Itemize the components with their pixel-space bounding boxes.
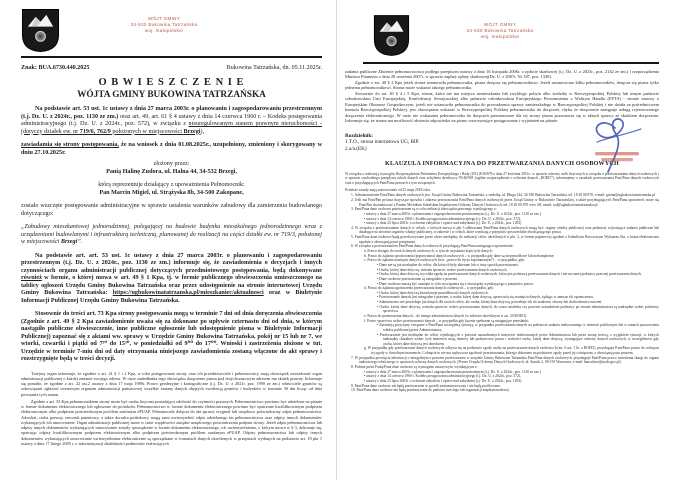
document-page-2 xyxy=(337,0,679,480)
page1-fine-print xyxy=(21,371,322,447)
rodo-line: • Dane osobowe przetwarzane są niezgodnie z prawem, xyxy=(377,276,458,281)
rodo-line: 8. Podane przez Panią/Pana dane osobowe są wymogiem ustawowym, wynikającym z: xyxy=(351,365,478,370)
distribution-label: Rozdzielnik: xyxy=(345,132,373,139)
rodo-clause-heading: KLAUZULA INFORMACYJNA DO PRZETWARZANIA DANYCH OSOBOWYCH xyxy=(385,160,619,167)
text-segment: ”. xyxy=(77,239,83,245)
paragraph-public-notice-form xyxy=(21,253,322,306)
stamp-line: 34-530 Bukowina Tatrzańska xyxy=(466,28,534,34)
rodo-line: • Osoba, której dane dotyczą, wniosła sprzeciw wobec przetwarzania danych osobowych, xyxy=(377,267,508,272)
rodo-line: 1. Administratorem Pani/Pana danych osobowych jest: Urząd Gminy Bukowina Tatrzańska, z siedzibą: ul. Długa 144, 34-530 Bukowina Tatrzańska, tel. 18 20 00 870, e-mail: gmina@ugbukowinatatrzanska.pl xyxy=(351,193,656,198)
rodo-line: 3. Pani/Pana dane osobowe przetwarzane są w celu realizacji obowiązku prawnego wynikającego z: xyxy=(351,207,497,212)
rodo-line: • ustawy z dnia 23 lipca 2003r. o ochronie zabytków i opiece nad zabytkami (t.j. Dz. U. z 2024r., poz. 1292) xyxy=(364,378,522,383)
rodo-line: 5. Pani/Pana dane osobowe będą przechowywane przez okres niezbędny do realizacji celów określonych w pkt. 3, w formie papierowej zgodnie z Jednolitym Rzeczowym Wykazem Akt, a forma elektroniczna zgodnie z obowiązującymi przepisami. xyxy=(351,235,659,244)
rodo-intro: W związku z realizacją wymogów Rozporządzenia Parlamentu Europejskiego i Rady (UE) 2016/679 z dnia 27 kwietnia 2016 r. w sprawie ochrony osób fizycznych w związku z przetwarzaniem danych osobowych i w sprawie swobodnego przepływu takich danych oraz uchylenia dyrektywy 95/46/WE (ogólne rozporządzenie o ochronie danych „RODO”), informujemy o zasadach przetwarzania Pani/Pana danych osobowych oraz o przysługujących Pani/Panu prawach z tym związanych. xyxy=(345,171,659,186)
text-segment: nieuregulowanym stanem prawnym nieruchomości xyxy=(188,121,318,127)
rodo-line: f. Prawo sprzeciwu wobec przetwarzania danych – w przypadku gdy łącznie spełnione są następujące przesłanki: xyxy=(364,318,529,323)
header-rule xyxy=(21,56,322,58)
rodo-line: 7. W przypadku powzięcia informacji o niezgodnym z prawem przetwarzaniu w urzędzie Gminy Bukowina Tatrzańska Pani/Pana danych osobowych, przysługuje Pani/Panu prawo wniesienia skargi do organu nadzorczego właściwego w sprawach ochrony danych osobowych. (Prezes Urzędu Ochrony Danych Osobowych, ul. Stawki 2, 00-193 Warszawa, e-mail: kancelaria@uodo.gov.pl) xyxy=(351,355,659,365)
rodo-line: • ustawy z dnia 27 marca 2003r. o planowaniu i zagospodarowaniu przestrzennym (t.j. Dz. U. z 2024r., poz. 1130 ze zm.), xyxy=(364,211,542,216)
page1-header xyxy=(21,8,322,54)
text-segment: ), xyxy=(200,128,205,135)
rodo-line: c. Prawo do żądania usunięcia danych osobowych (tzw. „prawo do bycia zapomnianym”) – w przypadku, gdy: xyxy=(364,258,526,263)
rodo-line: b. Prawo do żądania sprostowania (poprawiania) danych osobowych – w przypadku gdy dane są nieprawidłowe lub niekompletne; xyxy=(364,253,555,258)
rodo-list xyxy=(345,193,659,393)
rodo-line: • Administrator nie potrzebuje już danych dla swoich celów, ale osoba, której dane dotyczą, potrzebuje ich do ustalenia, obrony lub dochodzenia roszczeń, xyxy=(377,300,603,305)
website-url-text: https://ugbukowinatatrzanska.pl/mieszkaniec/aktualnosci xyxy=(112,290,264,296)
distribution-item: 1.T.O., strona internetowa UG, BIP. xyxy=(345,139,420,146)
distribution-item: 2.a/a.(EK) xyxy=(345,146,367,153)
rodo-line: • Osoba, której dane dotyczą wycofała zgodę na przetwarzanie danych osobowych, która jest podstawą przetwarzania danych i nie ma innej podstawy prawnej przetwarzania danych, xyxy=(377,272,642,277)
page2-header xyxy=(363,14,659,60)
title-organ: WÓJTA GMINY BUKOWINA TATRZAŃSKA xyxy=(77,90,266,100)
rodo-line: 9. Pani/Pana dane osobowe nie będą przetwarzane w sposób zautomatyzowany i nie będą profilowane. xyxy=(351,383,501,388)
text-segment: oraz w Biuletynie Informacji Publicznej Urzędu Gminy Bukowina Tatrzańska. xyxy=(21,290,322,304)
document-page-1 xyxy=(0,0,331,480)
reference-row xyxy=(21,65,322,71)
text-segment: że na wniosek z dnia 01.08.2025r., uzupełniony, zmieniony i skorygowany w dniu 27.10.2025r. xyxy=(21,142,323,156)
represented-by-label: którą reprezentuje działający z upoważnienia Pełnomocnik: xyxy=(98,182,245,188)
place-and-date: Bukowina Tatrzańska, dn. 05.11.2025r. xyxy=(226,65,322,71)
paragraph-file-access: Stosownie do treści art. 73 Kpa strony postępowania mogą w terminie 7 dni od dnia doręczenia obwieszczenia (Zgodnie z art. 49 § 2 Kpa zawiadomienie uważa się za dokonane po upływie czternastu dni od dnia, w którym nastąpiło publiczne obwieszczenie, inne publiczne ogłoszenie lub udostępnienie pisma w Biuletynie Informacji Publicznej) zapoznać się z aktami ww. sprawy w Urzędzie Gminy Bukowina Tatrzańska, pokój nr 15 lub nr 7, we wtorki, czwartki i piątki od 7³⁰ do 15³⁰, w poniedziałki od 9⁰⁰ do 17⁰⁰. Wnioski i zastrzeżenia złożone w tut. Urzędzie w terminie 7-miu dni od daty otrzymania niniejszego zawiadomienia zostaną włączone do akt sprawy i rozstrzygnięte będą w treści decyzji. xyxy=(21,311,322,362)
rodo-line: a. Prawo dostępu do swoich danych osobowych, w tym do uzyskania kopii tych danych; xyxy=(364,249,493,254)
signature-scribble-icon xyxy=(579,112,657,178)
applicant-name: Panią Halinę Zudora, ul. Halna 44, 34-532 Brzegi, xyxy=(106,168,237,175)
stamp-line: woj. małopolskie xyxy=(144,28,184,34)
fine-print-service-to-attorney: Zgodnie z art. 40 § 2 Kpa jeżeli strona ustanowiła pełnomocnika, pisma doręcza się pełnomocnikowi. Jeżeli ustanowiono kilku pełnomocników, doręcza się pisma tylko jednemu pełnomocnikowi. Strona może wskazać takiego pełnomocnika. xyxy=(345,79,659,91)
text-segment: również xyxy=(21,275,42,281)
rodo-line: • Dane osobowe muszą być usunięte w celu wywiązania się z obowiązku wynikającego z przepisów prawa. xyxy=(377,281,534,286)
rodo-line: 2. Jeśli ma Pani/Pan pytania dotyczące sposobu i zakresu przetwarzania Pani/Pana danych osobowych przez Urząd Gminy w Bukowinie Tatrzańskiej, a także przysługujących Pani/Panu uprawnień, może się Pani/Pan skontaktować z Panem Michałem Sokulskim Inspektorem Ochrony Danych Osobowych, tel: 18 20 00 870 wew. 68, email: iod@ugbukowinatatrzanska.pl xyxy=(351,197,659,207)
rodo-line: g. W przypadku gdy przetwarzanie danych osobowych odbywa się na podstawie zgody osoby na przetwarzanie danych osobowych (art. 6 ust. 1 lit. a RODO), przysługuje Pani/Panu prawo do cofnięcia tej zgody w dowolnym momencie. Cofnięcie to nie ma wpływu na zgodność przetwarzania, którego dokonano na podstawie zgody przed jej cofnięciem, z obowiązującym prawem. xyxy=(364,346,659,356)
header-rule xyxy=(363,62,659,64)
rodo-line: • Dane nie są już niezbędne do celów, dla których były zbierane lub w inny sposób przetwarzane, xyxy=(377,262,519,267)
stamp-line: WÓJT GMINY xyxy=(483,22,517,27)
mayor-address-stamp xyxy=(99,16,229,35)
rodo-line: 6. W związku z przetwarzaniem Pani/Pana danych osobowych przysługują Pani/Panu następujące uprawnienia: xyxy=(351,244,514,249)
rodo-line: • Osoba, której dane dotyczą, wniosła sprzeciw wobec przetwarzania danych, do czasu ustalenia czy prawnie uzasadnione podstawy po stronie administratora są nadrzędne wobec podstawy sprzeciwu. xyxy=(377,304,659,314)
signature-block xyxy=(579,112,657,178)
page1-body xyxy=(21,106,322,364)
text-segment: w formie, o której mowa w art. 49 § 1 Kpa, tj. w formie publicznego obwieszczenia umieszczonego na tablicy ogłoszeń Urzędu Gminy Bukowina Tatrzańska oraz przez udostępnienie na stronie internetowej Urzędu Gminy Bukowina Tatrzańska: xyxy=(21,275,322,296)
rodo-intro-2: Poniższe zasady mają zastosowanie od 25 maja 2018 roku. xyxy=(345,187,431,192)
document-title xyxy=(21,77,322,100)
paragraph-notification xyxy=(21,142,322,157)
text-segment: oraz art. 49, art. 61 § 4 ustawy z dnia 14 czerwca 1960 r. – Kodeks postępowania administracyjnego (t.j. Dz. U. z 2024r., poz. 572), w związku z xyxy=(21,113,323,127)
locality-name: Brzegi xyxy=(60,239,78,245)
fine-print-stamp-duty: zadania publiczne Złożenie pełnomocnictwa podlega przepisom ustawy z dnia 16 listopada 2006r. o opłacie skarbowej (t.j. Dz. U. z 2023r., poz. 2142 ze zm.) i rozporządzenia Ministra Finansów z dnia 28 września 2007r. w sprawie zapłaty opłaty skarbowej(Dz. U. z 2007r. Nr 187, poz. 1330). xyxy=(345,69,659,80)
parcel-numbers: 719/6, 762/9 xyxy=(79,128,111,135)
text-segment: położonych w miejscowości xyxy=(110,128,184,135)
official-stamp-mark xyxy=(595,152,639,161)
rodo-line: 10. Pani/Pana dane osobowe nie będą przekazywane do państwa trzeciego lub organizacji międzynarodowej. xyxy=(351,388,510,393)
rodo-line: 4. W związku z przetwarzaniem danych w celach, o których mowa w pkt 3 odbiorcami Pani/Pana danych osobowych mogą być: organy władzy publicznej oraz podmioty wykonujące zadania publiczne lub działające na zlecenie organów władzy publicznej, w zakresie i w celach, które wynikają z przepisów powszechnie obowiązującego prawa. xyxy=(351,225,659,235)
gmina-coat-of-arms-icon xyxy=(373,14,410,62)
paragraph-legal-basis xyxy=(21,106,322,136)
mayor-address-stamp xyxy=(435,22,565,41)
rodo-line: • Przetwarzanie danych jest niezgodne z prawem, a osoba, której dane dotyczą, sprzeciwia się usunięciu danych, żądając w zamian ich ograniczenia, xyxy=(377,295,594,300)
rodo-line: • ustawy z dnia 23 lipca 2003r. o ochronie zabytków i opiece nad zabytkami (t.j. Dz. U. z 2024r., poz. 1292) xyxy=(364,221,522,226)
paragraph-proceeding-initiated: zostało wszczęte postępowanie administracyjne w sprawie ustalenia warunków zabudowy dla zamierzenia budowlanego dotyczącego: xyxy=(21,203,322,217)
rodo-line: d. Prawo do żądania ograniczenia przetwarzania danych osobowych – w przypadku, gdy: xyxy=(364,286,495,291)
paragraph-investment-quote xyxy=(21,224,322,247)
rodo-line: • Zaistnieją przyczyny związane z Pani/Pana szczególną sytuacją, w przypadku przetwarzania danych na podstawie zadania realizowanego w interesie publicznym lub w ramach sprawowania władzy publicznej przez Administratora, xyxy=(377,323,659,332)
rodo-line: • Osoba, której dane dotyczą kwestionuje prawidłowość danych osobowych, xyxy=(377,290,489,295)
attorney-name: Pan Marcin Migiel, ul. Strążyska 8b, 34-500 Zakopane, xyxy=(99,189,244,196)
text-segment: - (dotyczy działek ew. nr xyxy=(21,121,323,135)
stamp-line: WÓJT GMINY xyxy=(147,16,181,21)
rodo-line: • ustawy z dnia 14 czerwca 1960 r. Kodeks postępowania administracyjnego (t.j. Dz. U. z 2024r., poz. 572), xyxy=(364,374,521,379)
fine-print-attorney-rules: Zgodnie z art. 33 Kpa pełnomocnikiem strony może być osoba fizyczna posiadająca zdolność do czynności prawnych. Pełnomocnictwo powinno być udzielone na piśmie w formie dokumentu elektronicznego lub zgłoszone do protokołu. Pełnomocnictwo w formie dokumentu elektronicznego powinno być opatrzone kwalifikowanym podpisem elektronicznym albo podpisem potwierdzonym profilem zaufanym ePUAP. Pełnomocnik dołącza do akt sprawy oryginał lub urzędowo poświadczony odpis pełnomocnictwa. Adwokat, radca prawny, rzecznik patentowy, a także doradca podatkowy mogą sami uwierzytelnić odpis udzielonego im pełnomocnictwa oraz odpisy innych dokumentów wykazujących ich umocowanie. Organ administracji publicznej może w razie wątpliwości zażądać urzędowego poświadczenia podpisu strony. Jeżeli odpis pełnomocnictwa lub odpisy innych dokumentów wykazujących umocowanie zostały sporządzone w formie dokumentu elektronicznego, ich uwierzytelnienia, o którym mowa w § 3, dokonuje się, opatrując odpisy kwalifikowanym podpisem elektronicznym albo podpisem potwierdzonym profilem zaufanym ePUAP. Odpisy pełnomocnictwa lub odpisy innych dokumentów wykazujących umocowanie uwierzytelniane elektronicznie są sporządzane w formatach danych określonych w przepisach wydanych na podstawie art. 18 pkt 1 ustawy z dnia 17 lutego 2005 r. o informatyzacji działalności podmiotów realizujących xyxy=(21,398,322,446)
text-segment: „Zabudowy mieszkaniowej jednorodzinnej, polegającej na budowie budynku mieszkalnego jednorodzinnego wraz z urządzeniami budowlanymi i infrastrukturą techniczną, planowanej do realizacji na części działki ew. nr 719/3, położonej w miejscowości xyxy=(21,224,322,245)
locality-name: Brzegi xyxy=(183,128,201,135)
submitted-by-label: złożony przez: xyxy=(153,161,190,167)
fine-print-address-duty: Tutejszy organ informuje, że zgodnie z art. 41 § 1 i 2 Kpa, w toku postępowania strony oraz ich przedstawiciele i pełnomocnicy mają obowiązek zawiadomić organ administracji publicznej o każdej zmianie swojego adresu. W razie zaniedbania tego obowiązku doręczenie pisma pod dotychczasowym adresem ma skutek prawny. Informuje się ponadto, że zgodnie z art. 22 ust.2 ustawy z dnia 17 maja 1989r. Prawo geodezyjne i kartograficzne (t.j. Dz. U. z 2021r. poz. 1990 ze zm.) właściciele gruntów są zobowiązani zgłaszać terenowym organom administracji państwowej wszelkie zmiany danych objętych ewidencją gruntów i budynków w terminie 30 dni licząc od dnia powstania tych zmian. xyxy=(21,370,322,397)
fine-print-foreign-party: Stosownie do art. 40 § 4 i 5 Kpa, strona, która nie ma miejsca zamieszkania lub zwykłego pobytu albo siedziby w Rzeczypospolitej Polskiej lub innym państwie członkowskim Unii Europejskiej, Konfederacji Szwajcarskiej albo państwie członkowskim Europejskiego Porozumienia o Wolnym Handlu (EFTA) - stronie umowy o Europejskim Obszarze Gospodarczym, jeżeli nie ustanowiła pełnomocnika do prowadzenia sprawy zamieszkałego w Rzeczypospolitej Polskiej i nie działa za pośrednictwem konsula Rzeczypospolitej Polskiej, jest obowiązana wskazać w Rzeczypospolitej Polskiej pełnomocnika do doręczeń, chyba że doręczenie następuje usługą rejestrowanego doręczenia elektronicznego. W razie nie wskazania pełnomocnika do doręczeń przeznaczone dla tej strony pisma pozostawia się w aktach sprawy ze skutkiem doręczenia. Informuje się, że strona ma możliwość złożenia odpowiedzi na pismo wszczynające postępowanie i wyjaśnień na piśmie. xyxy=(345,90,659,124)
case-number: Znak: BUA.6730.440.2025 xyxy=(21,65,90,71)
rodo-line: • ustawy z dnia 27 marca 2003r. o planowaniu i zagospodarowaniu przestrzennym (t.j. Dz. U. z 2024r., poz. 1130 ze zm.), xyxy=(364,369,542,374)
rodo-line: • Przetwarzanie jest niezbędne do celów wynikających z prawnie uzasadnionych interesów realizowanych przez Administratora lub przez stronę trzecią, z wyjątkiem sytuacji, w których nadrzędny charakter wobec tych interesów mają interesy lub podstawowe prawa i wolności osoby, której dane dotyczą, wymagające ochrony danych osobowych, w szczególności gdy osoba, której dane dotyczą jest dzieckiem. xyxy=(377,332,659,346)
rodo-line: e. Prawo do przenoszenia danych – do innego administratora danych (w zakresie określonym w art. 20 RODO). xyxy=(364,314,527,318)
rodo-line: • ustawy z dnia 14 czerwca 1960 r. Kodeks postępowania administracyjnego (t.j. Dz. U. z 2024r., poz. 572), xyxy=(364,216,521,221)
title-obwieszczenie: O B W I E S Z C Z E N I E xyxy=(98,77,245,88)
text-segment: zawiadamia się strony postępowania, xyxy=(21,142,120,148)
gmina-coat-of-arms-icon xyxy=(21,8,60,58)
stamp-line: 34-530 Bukowina Tatrzańska xyxy=(130,22,198,28)
text-segment: Na podstawie art. art. 53 ust. 1c ustawy z dnia 27 marca 2003r. o planowaniu i zagospodarowaniu przestrzennym (t.j. Dz. U. z 2024r., poz. 1130 ze zm.) informuje się, że zawiadomienia o decyzjach i innych czynnościach organu administracji publicznej dotyczących przedmiotowego postępowania, będą dokonywane xyxy=(21,252,322,274)
text-segment: Na podstawie art. 53 ust. 1c ustawy z dnia 27 marca 2003r. o planowaniu i zagospodarowaniu przestrzennym (t.j. Dz. U. z 2024r., poz. 1130 ze zm.) xyxy=(21,106,322,120)
stamp-line: woj. małopolskie xyxy=(480,34,520,40)
